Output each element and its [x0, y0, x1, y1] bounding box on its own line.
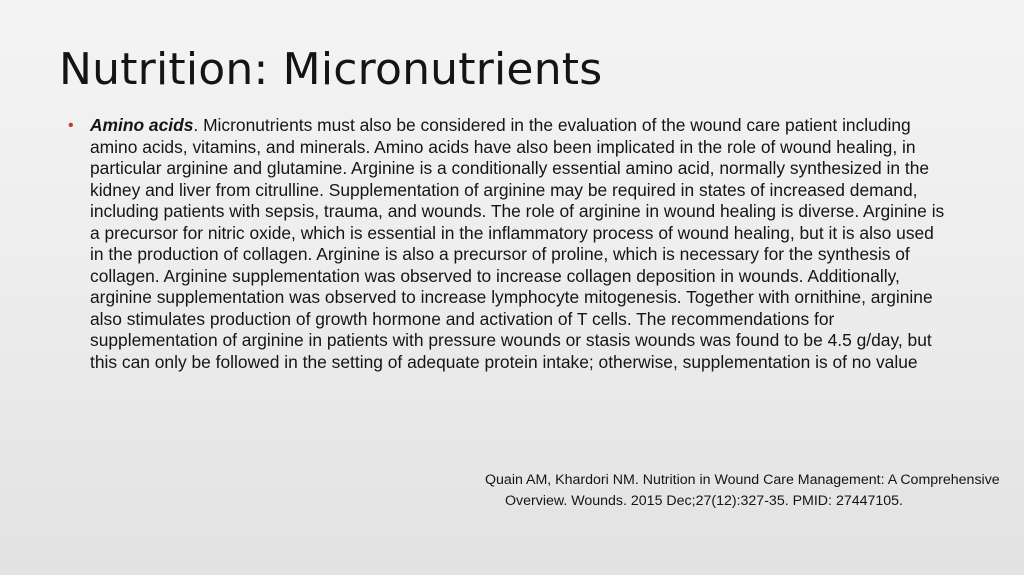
reference-citation: Quain AM, Khardori NM. Nutrition in Wound Care Management: A Comprehensive Overview. Wounds. 2015 Dec;27(12):327-35. PMID: 27447105. [485, 472, 1000, 509]
bullet-icon: • [68, 117, 74, 134]
bullet-term: Amino acids [90, 115, 194, 135]
bullet-list [68, 115, 948, 373]
bullet-text: . Micronutrients must also be considered in the evaluation of the wound care patient including amino acids, vitamins, and minerals. Amino acids have also been implicated in the role of wound healing, in particular arginine and glutamine. Arginine is a conditionally essential amino acid, normally synthesized in the kidney and liver from citrulline. Supplementation of arginine may be required in states of increased demand, including patients with sepsis, trauma, and wounds. The role of arginine in wound healing is diverse. Arginine is a precursor for nitric oxide, which is essential in the inflammatory process of wound healing, but it is also used in the production of collagen. Arginine is also a precursor of proline, which is necessary for the synthesis of collagen. Arginine supplementation was observed to increase collagen deposition in wounds. Additionally, arginine supplementation was observed to increase lymphocyte mitogenesis. Together with ornithine, arginine also stimulates production of growth hormone and activation of T cells. The recommendations for supplementation of arginine in patients with pressure wounds or stasis wounds was found to be 4.5 g/day, but this can only be followed in the setting of adequate protein intake; otherwise, supplementation is of no value [90, 115, 945, 372]
slide-title: Nutrition: Micronutrients [59, 44, 603, 95]
list-item [68, 115, 948, 373]
